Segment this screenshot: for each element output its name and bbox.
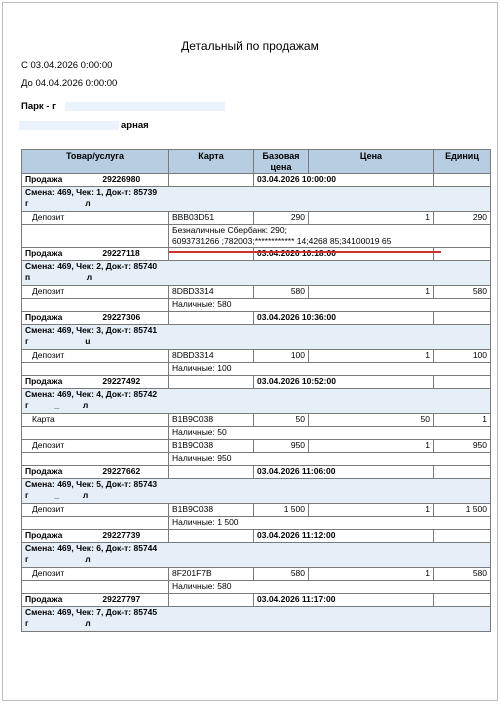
payment-row [22, 299, 491, 312]
empty-cell [22, 299, 169, 312]
empty-cell [434, 530, 491, 543]
shift-address: п л [25, 272, 93, 282]
item-base-price: 580 [254, 286, 309, 299]
payment-line: Наличные: 1 500 [172, 517, 239, 527]
item-total: 290 [434, 212, 491, 225]
sale-datetime: 03.04.2026 10:36:00 [254, 312, 434, 325]
item-total: 580 [434, 568, 491, 581]
item-total: 100 [434, 350, 491, 363]
item-card: BBB03D51 [169, 212, 254, 225]
sale-label-text: Продажа [25, 312, 63, 322]
shift-row [22, 261, 491, 286]
col-card: Карта [169, 150, 254, 174]
col-price: Цена [309, 150, 434, 174]
payment-info [169, 453, 491, 466]
empty-cell [22, 581, 169, 594]
sale-datetime: 03.04.2026 11:17:00 [254, 594, 434, 607]
item-name: Депозит [22, 568, 169, 581]
shift-address: г _ л [25, 400, 89, 410]
sale-row [22, 174, 491, 187]
item-card: 8DBD3314 [169, 350, 254, 363]
payment-row [22, 427, 491, 440]
payment-info [169, 299, 491, 312]
payment-info [169, 581, 491, 594]
park-label: Парк - г [21, 101, 57, 112]
item-name: Депозит [22, 350, 169, 363]
item-row [22, 286, 491, 299]
item-base-price: 1 500 [254, 504, 309, 517]
shift-info [22, 389, 491, 414]
sale-number: 29227662 [102, 466, 141, 476]
payment-info [169, 225, 491, 248]
payment-line: Наличные: 100 [172, 363, 232, 373]
item-qty: 1 [309, 504, 434, 517]
item-name: Депозит [22, 212, 169, 225]
shift-text: Смена: 469, Чек: 4, Док-т: 85742 [25, 389, 158, 399]
item-row [22, 212, 491, 225]
item-qty: 1 [309, 212, 434, 225]
empty-cell [434, 376, 491, 389]
shift-info [22, 325, 491, 350]
sale-row [22, 248, 491, 261]
empty-cell [434, 594, 491, 607]
item-qty: 1 [309, 440, 434, 453]
col-units: Единиц [434, 150, 491, 174]
shift-row [22, 325, 491, 350]
sale-label-text: Продажа [25, 376, 63, 386]
empty-cell [22, 427, 169, 440]
redacted-park [65, 102, 225, 111]
item-row [22, 350, 491, 363]
shift-address: г _ л [25, 490, 89, 500]
zone-label: арная [121, 120, 149, 131]
empty-cell [22, 453, 169, 466]
empty-cell [434, 312, 491, 325]
item-total: 950 [434, 440, 491, 453]
sale-label [22, 530, 169, 543]
item-qty: 1 [309, 286, 434, 299]
empty-cell [434, 248, 491, 261]
shift-info [22, 607, 491, 632]
item-base-price: 50 [254, 414, 309, 427]
empty-cell [169, 530, 254, 543]
item-card: B1B9C038 [169, 504, 254, 517]
payment-info [169, 427, 491, 440]
empty-cell [169, 466, 254, 479]
item-qty: 50 [309, 414, 434, 427]
item-qty: 1 [309, 350, 434, 363]
item-total: 1 [434, 414, 491, 427]
empty-cell [169, 594, 254, 607]
sale-label-text: Продажа [25, 248, 63, 258]
shift-info [22, 543, 491, 568]
item-row [22, 440, 491, 453]
payment-line: Безналичные Сбербанк: 290; [172, 225, 287, 235]
item-row [22, 568, 491, 581]
red-underline [169, 251, 441, 253]
shift-row [22, 187, 491, 212]
date-from: С 03.04.2026 0:00:00 [21, 60, 113, 71]
item-total: 1 500 [434, 504, 491, 517]
sale-label [22, 376, 169, 389]
shift-text: Смена: 469, Чек: 7, Док-т: 85745 [25, 607, 158, 617]
sale-label-text: Продажа [25, 530, 63, 540]
sale-datetime: 03.04.2026 11:12:00 [254, 530, 434, 543]
sale-label [22, 312, 169, 325]
item-name: Депозит [22, 504, 169, 517]
item-total: 580 [434, 286, 491, 299]
item-card: B1B9C038 [169, 414, 254, 427]
sale-number: 29227118 [102, 248, 140, 258]
empty-cell [22, 363, 169, 376]
table-header-row [22, 150, 491, 174]
shift-row [22, 479, 491, 504]
sale-label-text: Продажа [25, 174, 63, 184]
item-name: Депозит [22, 440, 169, 453]
payment-line: Наличные: 580 [172, 299, 232, 309]
date-to: До 04.04.2026 0:00:00 [21, 78, 118, 89]
item-row [22, 504, 491, 517]
shift-address: г л [25, 554, 91, 564]
shift-address: г u [25, 336, 91, 346]
empty-cell [434, 174, 491, 187]
empty-cell [169, 376, 254, 389]
sale-number: 29227492 [102, 376, 141, 386]
item-base-price: 100 [254, 350, 309, 363]
item-base-price: 290 [254, 212, 309, 225]
payment-info [169, 363, 491, 376]
redacted-zone [19, 121, 119, 130]
sale-row [22, 376, 491, 389]
report-title: Детальный по продажам [181, 39, 319, 53]
sales-table [21, 149, 491, 632]
item-card: 8F201F7B [169, 568, 254, 581]
sale-datetime: 03.04.2026 10:00:00 [254, 174, 434, 187]
payment-line: Наличные: 950 [172, 453, 232, 463]
payment-line: Наличные: 580 [172, 581, 232, 591]
report-page [2, 2, 498, 701]
item-card: B1B9C038 [169, 440, 254, 453]
payment-row [22, 363, 491, 376]
sale-datetime: 03.04.2026 10:52:00 [254, 376, 434, 389]
sale-label [22, 174, 169, 187]
empty-cell [169, 312, 254, 325]
shift-text: Смена: 469, Чек: 5, Док-т: 85743 [25, 479, 158, 489]
payment-detail: 6093731266 ;782003;************ 14;4268 85;34100019 65 [172, 236, 392, 246]
shift-info [22, 261, 491, 286]
item-qty: 1 [309, 568, 434, 581]
shift-text: Смена: 469, Чек: 3, Док-т: 85741 [25, 325, 158, 335]
payment-row [22, 517, 491, 530]
payment-row [22, 581, 491, 594]
item-row [22, 414, 491, 427]
shift-text: Смена: 469, Чек: 1, Док-т: 85739 [25, 187, 158, 197]
shift-address: г л [25, 198, 91, 208]
sale-datetime: 03.04.2026 11:06:00 [254, 466, 434, 479]
shift-text: Смена: 469, Чек: 2, Док-т: 85740 [25, 261, 158, 271]
sale-label-text: Продажа [25, 466, 63, 476]
empty-cell [169, 248, 254, 261]
payment-line: Наличные: 50 [172, 427, 227, 437]
sale-datetime: 03.04.2026 10:18:00 [254, 248, 434, 261]
shift-info [22, 187, 491, 212]
shift-row [22, 389, 491, 414]
empty-cell [22, 517, 169, 530]
item-base-price: 950 [254, 440, 309, 453]
shift-row [22, 607, 491, 632]
sale-row [22, 530, 491, 543]
sale-row [22, 594, 491, 607]
sale-number: 29227306 [102, 312, 141, 322]
sale-label [22, 466, 169, 479]
empty-cell [22, 225, 169, 248]
shift-text: Смена: 469, Чек: 6, Док-т: 85744 [25, 543, 158, 553]
sale-number: 29226980 [102, 174, 141, 184]
sale-label [22, 248, 169, 261]
col-product: Товар/услуга [22, 150, 169, 174]
sale-number: 29227797 [102, 594, 141, 604]
empty-cell [434, 466, 491, 479]
payment-info [169, 517, 491, 530]
sale-label-text: Продажа [25, 594, 63, 604]
item-name: Карта [22, 414, 169, 427]
col-base-price: Базовая цена [254, 150, 309, 174]
shift-address: г л [25, 618, 91, 628]
item-name: Депозит [22, 286, 169, 299]
shift-row [22, 543, 491, 568]
item-card: 8DBD3314 [169, 286, 254, 299]
payment-row [22, 225, 491, 248]
sale-row [22, 466, 491, 479]
payment-row [22, 453, 491, 466]
empty-cell [169, 174, 254, 187]
shift-info [22, 479, 491, 504]
sale-number: 29227739 [102, 530, 141, 540]
sale-row [22, 312, 491, 325]
sale-label [22, 594, 169, 607]
item-base-price: 580 [254, 568, 309, 581]
